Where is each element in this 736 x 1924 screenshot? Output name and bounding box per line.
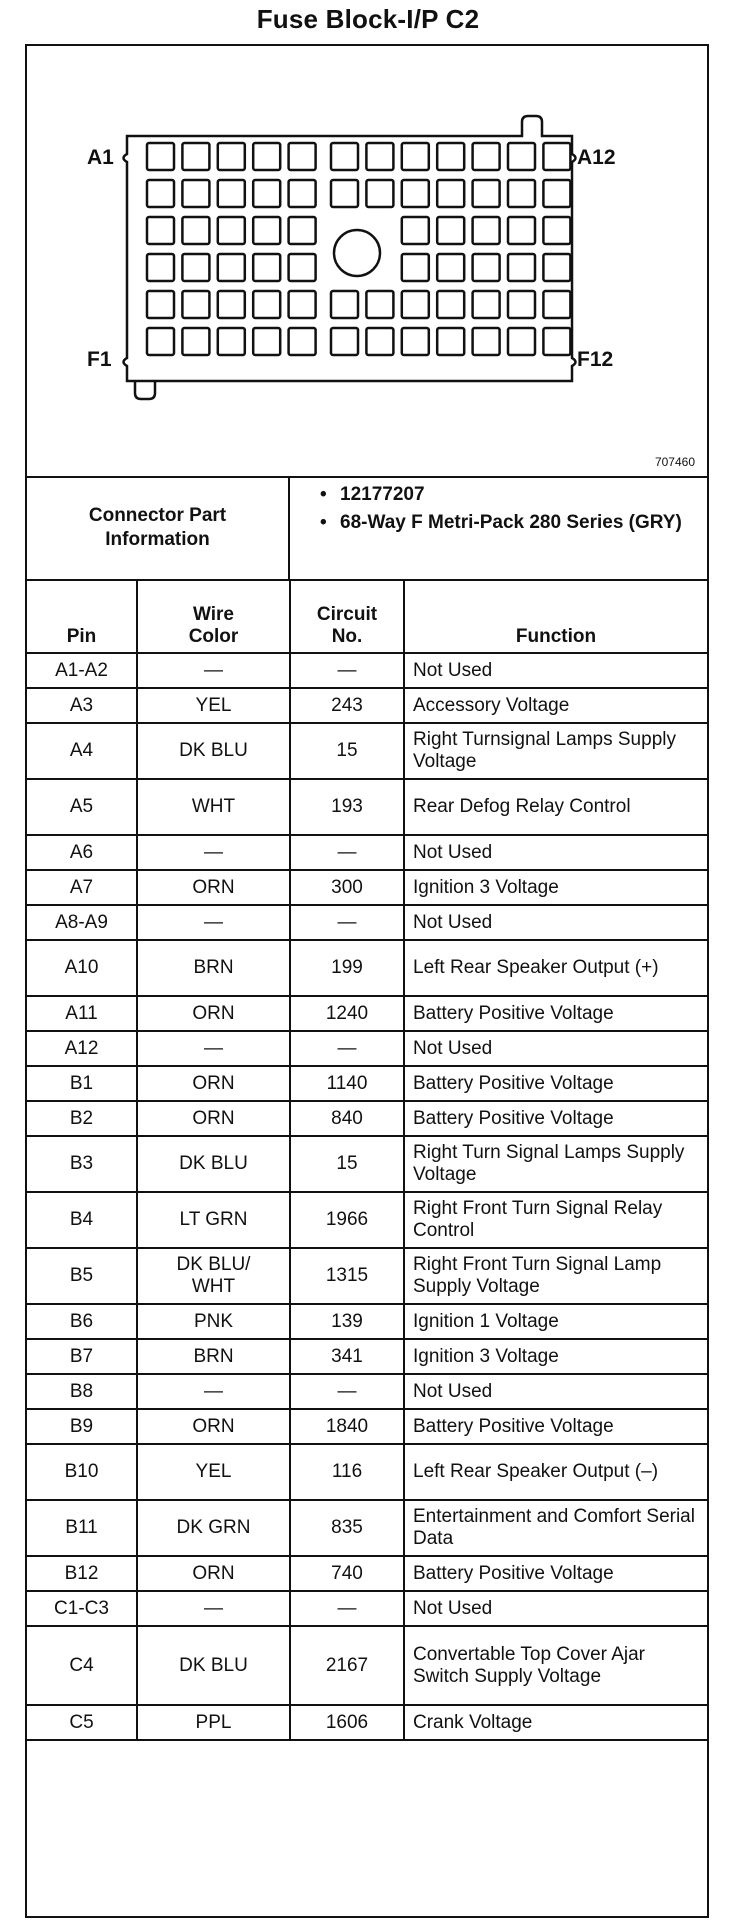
function-cell: Right Turn Signal Lamps Supply Voltage [404, 1136, 707, 1192]
table-row [27, 870, 707, 905]
terminal-cavity [473, 254, 500, 281]
pin-cell: B11 [27, 1500, 137, 1556]
table-row [27, 723, 707, 779]
terminal-cavity [331, 291, 358, 318]
table-row [27, 1339, 707, 1374]
terminal-cavity [182, 180, 209, 207]
terminal-cavity [508, 291, 535, 318]
header-circuit-no: Circuit No. [290, 580, 404, 653]
table-row [27, 779, 707, 835]
circuit-cell: 15 [290, 1136, 404, 1192]
terminal-cavity [508, 328, 535, 355]
label-a1: A1 [87, 146, 114, 169]
pin-cell: B2 [27, 1101, 137, 1136]
terminal-cavity [366, 143, 393, 170]
wire-color-cell: — [137, 1591, 290, 1626]
terminal-cavity [437, 217, 464, 244]
terminal-cavity [543, 254, 570, 281]
circuit-cell: 1140 [290, 1066, 404, 1101]
wire-color-cell: DK GRN [137, 1500, 290, 1556]
terminal-cavity [182, 217, 209, 244]
terminal-cavity [402, 180, 429, 207]
wire-color-cell: BRN [137, 1339, 290, 1374]
function-cell: Battery Positive Voltage [404, 1556, 707, 1591]
terminal-cavity [543, 180, 570, 207]
terminal-cavity [543, 328, 570, 355]
function-cell: Not Used [404, 835, 707, 870]
pin-cell: B12 [27, 1556, 137, 1591]
function-cell: Right Front Turn Signal Relay Control [404, 1192, 707, 1248]
terminal-cavity [402, 254, 429, 281]
function-cell: Not Used [404, 1031, 707, 1066]
terminal-cavity [508, 254, 535, 281]
pin-cell: C5 [27, 1705, 137, 1740]
circuit-cell: 15 [290, 723, 404, 779]
function-cell: Entertainment and Comfort Serial Data [404, 1500, 707, 1556]
wire-color-cell: DK BLU/ WHT [137, 1248, 290, 1304]
connector-face-drawing [27, 46, 707, 476]
circuit-cell: 1315 [290, 1248, 404, 1304]
pin-cell: A4 [27, 723, 137, 779]
terminal-cavity [331, 143, 358, 170]
label-f1: F1 [87, 348, 112, 371]
terminal-cavity [182, 143, 209, 170]
terminal-cavity [331, 180, 358, 207]
figure-number: 707460 [654, 455, 695, 469]
circuit-cell: 243 [290, 688, 404, 723]
pin-cell: B8 [27, 1374, 137, 1409]
wire-color-cell: LT GRN [137, 1192, 290, 1248]
pin-cell: A11 [27, 996, 137, 1031]
function-cell: Convertable Top Cover Ajar Switch Supply Voltage [404, 1626, 707, 1705]
function-cell: Battery Positive Voltage [404, 1066, 707, 1101]
circuit-cell: 2167 [290, 1626, 404, 1705]
function-cell: Ignition 1 Voltage [404, 1304, 707, 1339]
function-cell: Not Used [404, 1374, 707, 1409]
terminal-cavity [218, 254, 245, 281]
function-cell: Not Used [404, 653, 707, 688]
pin-cell: A8-A9 [27, 905, 137, 940]
terminal-cavity [182, 328, 209, 355]
wire-color-cell: DK BLU [137, 723, 290, 779]
terminal-cavity [437, 291, 464, 318]
function-cell: Battery Positive Voltage [404, 1101, 707, 1136]
pin-cell: B7 [27, 1339, 137, 1374]
table-row [27, 1444, 707, 1500]
circuit-cell: 341 [290, 1339, 404, 1374]
circuit-cell: — [290, 1374, 404, 1409]
terminal-cavity [402, 143, 429, 170]
terminal-cavity [437, 328, 464, 355]
circuit-cell: — [290, 835, 404, 870]
pin-cell: B3 [27, 1136, 137, 1192]
terminal-cavity [508, 217, 535, 244]
table-row [27, 1066, 707, 1101]
wire-color-cell: YEL [137, 688, 290, 723]
circuit-cell: 1840 [290, 1409, 404, 1444]
function-cell: Ignition 3 Voltage [404, 870, 707, 905]
circuit-cell: 835 [290, 1500, 404, 1556]
pin-cell: A3 [27, 688, 137, 723]
function-cell: Left Rear Speaker Output (–) [404, 1444, 707, 1500]
terminal-cavity [473, 328, 500, 355]
terminal-cavity [182, 291, 209, 318]
label-a12: A12 [577, 146, 616, 169]
circuit-cell: — [290, 1031, 404, 1066]
wire-color-cell: — [137, 653, 290, 688]
table-row [27, 1248, 707, 1304]
terminal-cavity [402, 328, 429, 355]
pin-cell: A6 [27, 835, 137, 870]
terminal-cavity [473, 180, 500, 207]
table-row [27, 996, 707, 1031]
terminal-cavity [508, 180, 535, 207]
terminal-cavity [253, 180, 280, 207]
pinout-table [27, 579, 707, 1741]
terminal-cavity [147, 217, 174, 244]
connector-part-info [27, 476, 707, 581]
pin-cell: C4 [27, 1626, 137, 1705]
function-cell: Rear Defog Relay Control [404, 779, 707, 835]
terminal-cavity [437, 180, 464, 207]
table-row [27, 1101, 707, 1136]
function-cell: Not Used [404, 905, 707, 940]
terminal-cavity [366, 291, 393, 318]
table-row [27, 905, 707, 940]
terminal-cavity [437, 254, 464, 281]
circuit-cell: — [290, 1591, 404, 1626]
wire-color-cell: DK BLU [137, 1136, 290, 1192]
function-cell: Crank Voltage [404, 1705, 707, 1740]
wire-color-cell: ORN [137, 1409, 290, 1444]
table-row [27, 1626, 707, 1705]
wire-color-cell: — [137, 1031, 290, 1066]
terminal-cavity [473, 217, 500, 244]
pin-cell: B9 [27, 1409, 137, 1444]
table-row [27, 1374, 707, 1409]
wire-color-cell: PNK [137, 1304, 290, 1339]
terminal-cavity [331, 328, 358, 355]
function-cell: Right Front Turn Signal Lamp Supply Voltage [404, 1248, 707, 1304]
terminal-cavity [402, 291, 429, 318]
function-cell: Battery Positive Voltage [404, 996, 707, 1031]
terminal-cavity [147, 143, 174, 170]
terminal-cavity [147, 291, 174, 318]
pin-cell: A12 [27, 1031, 137, 1066]
header-pin: Pin [27, 580, 137, 653]
part-info-values [292, 476, 707, 579]
terminal-cavity [253, 291, 280, 318]
terminal-cavity [289, 143, 316, 170]
wire-color-cell: BRN [137, 940, 290, 996]
terminal-cavity [218, 180, 245, 207]
function-cell: Battery Positive Voltage [404, 1409, 707, 1444]
pin-cell: B1 [27, 1066, 137, 1101]
wire-color-cell: ORN [137, 996, 290, 1031]
terminal-cavity [218, 143, 245, 170]
pin-cell: B5 [27, 1248, 137, 1304]
terminal-cavity [147, 254, 174, 281]
terminal-cavity [402, 217, 429, 244]
terminal-cavity [253, 254, 280, 281]
wire-color-cell: — [137, 835, 290, 870]
table-header-row [27, 580, 707, 653]
pin-cell: B6 [27, 1304, 137, 1339]
function-cell: Accessory Voltage [404, 688, 707, 723]
part-number: • 12177207 [320, 484, 707, 506]
terminal-cavity [147, 328, 174, 355]
circuit-cell: — [290, 905, 404, 940]
wire-color-cell: DK BLU [137, 1626, 290, 1705]
wire-color-cell: ORN [137, 1556, 290, 1591]
terminal-cavity [218, 328, 245, 355]
circuit-cell: — [290, 653, 404, 688]
wire-color-cell: — [137, 905, 290, 940]
table-row [27, 653, 707, 688]
circuit-cell: 193 [290, 779, 404, 835]
connector-type: • 68-Way F Metri-Pack 280 Series (GRY) [320, 512, 707, 534]
terminal-cavity [473, 291, 500, 318]
table-row [27, 1705, 707, 1740]
terminal-cavity [289, 180, 316, 207]
function-cell: Not Used [404, 1591, 707, 1626]
function-cell: Right Turnsignal Lamps Supply Voltage [404, 723, 707, 779]
table-row [27, 835, 707, 870]
pin-cell: B4 [27, 1192, 137, 1248]
terminal-cavity [218, 291, 245, 318]
function-cell: Left Rear Speaker Output (+) [404, 940, 707, 996]
table-row [27, 1304, 707, 1339]
terminal-cavity [253, 328, 280, 355]
terminal-cavity [147, 180, 174, 207]
page-title: Fuse Block-I/P C2 [256, 4, 480, 34]
circuit-cell: 840 [290, 1101, 404, 1136]
circuit-cell: 116 [290, 1444, 404, 1500]
pin-cell: A10 [27, 940, 137, 996]
table-row [27, 940, 707, 996]
circuit-cell: 1966 [290, 1192, 404, 1248]
table-row [27, 1591, 707, 1626]
table-row [27, 1192, 707, 1248]
circuit-cell: 1606 [290, 1705, 404, 1740]
table-row [27, 1409, 707, 1444]
terminal-cavity [182, 254, 209, 281]
terminal-cavity [289, 328, 316, 355]
header-wire-color: Wire Color [137, 580, 290, 653]
terminal-cavity [543, 143, 570, 170]
terminal-cavity [289, 291, 316, 318]
circuit-cell: 1240 [290, 996, 404, 1031]
cavity-grid [147, 143, 570, 355]
polarization-circle [334, 230, 380, 276]
pin-cell: B10 [27, 1444, 137, 1500]
terminal-cavity [289, 217, 316, 244]
table-row [27, 1031, 707, 1066]
terminal-cavity [289, 254, 316, 281]
connector-diagram [27, 46, 707, 478]
wire-color-cell: ORN [137, 1066, 290, 1101]
circuit-cell: 740 [290, 1556, 404, 1591]
function-cell: Ignition 3 Voltage [404, 1339, 707, 1374]
header-function: Function [404, 580, 707, 653]
terminal-cavity [253, 143, 280, 170]
circuit-cell: 199 [290, 940, 404, 996]
terminal-cavity [366, 328, 393, 355]
table-row [27, 1500, 707, 1556]
terminal-cavity [508, 143, 535, 170]
table-row [27, 1136, 707, 1192]
table-row [27, 1556, 707, 1591]
pin-cell: A5 [27, 779, 137, 835]
terminal-cavity [253, 217, 280, 244]
terminal-cavity [366, 180, 393, 207]
terminal-cavity [437, 143, 464, 170]
part-info-label: Connector Part Information [27, 476, 290, 579]
wire-color-cell: PPL [137, 1705, 290, 1740]
circuit-cell: 139 [290, 1304, 404, 1339]
pin-cell: C1-C3 [27, 1591, 137, 1626]
label-f12: F12 [577, 348, 614, 371]
wire-color-cell: — [137, 1374, 290, 1409]
terminal-cavity [218, 217, 245, 244]
pin-cell: A1-A2 [27, 653, 137, 688]
wire-color-cell: WHT [137, 779, 290, 835]
pin-cell: A7 [27, 870, 137, 905]
wire-color-cell: ORN [137, 1101, 290, 1136]
wire-color-cell: ORN [137, 870, 290, 905]
circuit-cell: 300 [290, 870, 404, 905]
wire-color-cell: YEL [137, 1444, 290, 1500]
terminal-cavity [543, 217, 570, 244]
terminal-cavity [473, 143, 500, 170]
table-row [27, 688, 707, 723]
connector-frame [25, 44, 709, 1918]
terminal-cavity [543, 291, 570, 318]
